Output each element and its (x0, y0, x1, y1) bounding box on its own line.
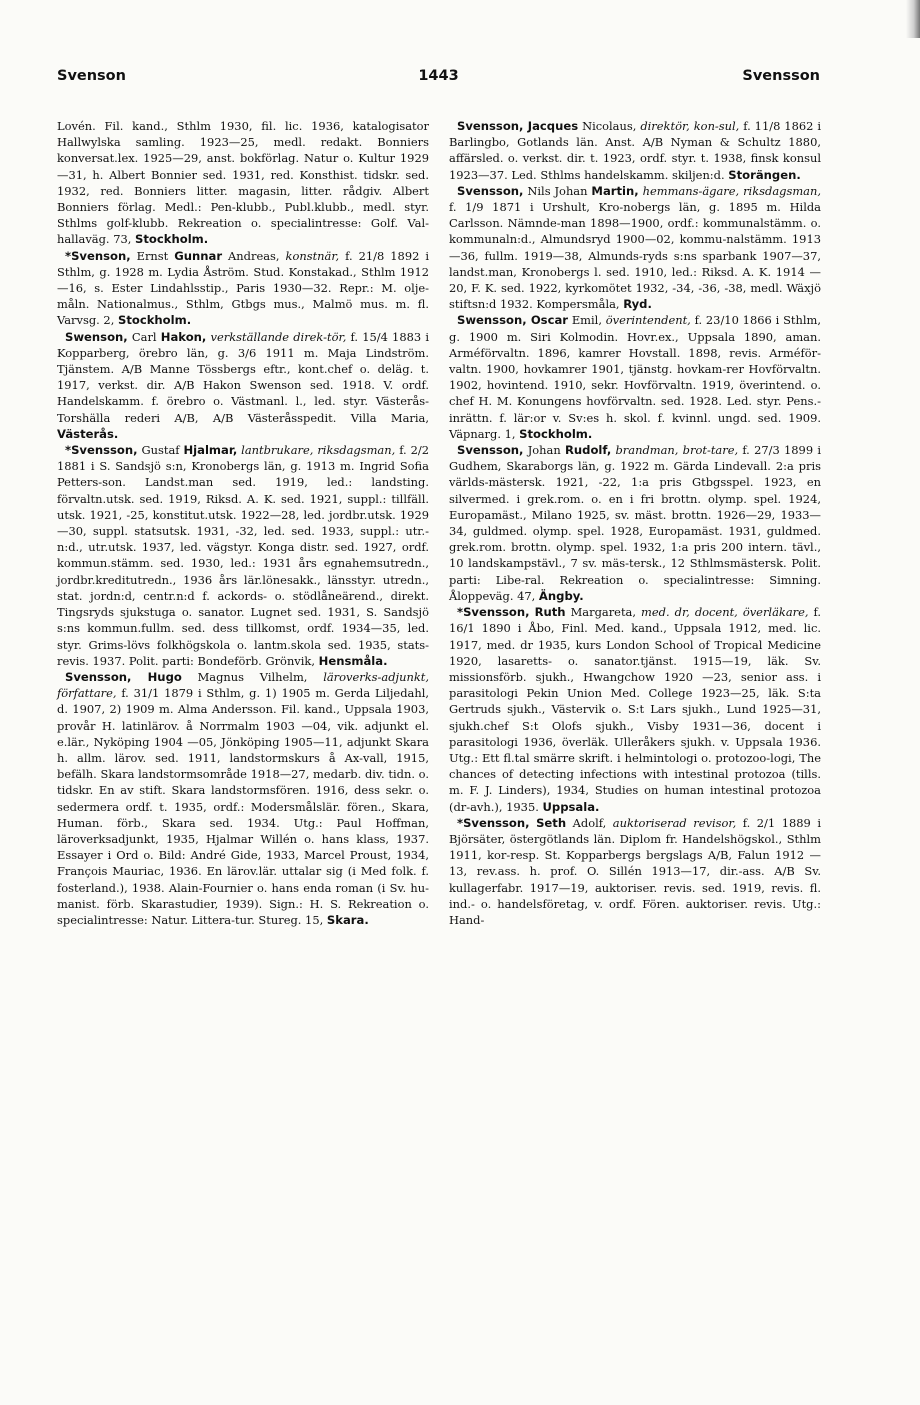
entry-surname: Swenson, (65, 329, 128, 344)
entry-callname: Rudolf, (564, 443, 612, 458)
entry-callname: Martin, (591, 183, 639, 198)
right-column (449, 118, 821, 928)
entry-place: Ängby. (538, 588, 584, 603)
entry-hjalmar-svensson: *Svensson, Gustaf Hjalmar, lantbrukare, riksdagsman, f. 2/2 1881 i S. Sandsjö s:n, Kronobergs län, g. 1913 m. Ingrid Sofia Petters-son. Landst.man sed. 1919, led.: landsting. förvaltn.utsk. sed. 1919, Riksd. A. K. sed. 1921, suppl.: tillfäll. utsk. 1921, -25, konstitut.utsk. 1922—28, led. jordbr.utsk. 1929—30, suppl. statsutsk. 1931, -32, led. sed. 1933, suppl.: utr.-n:d., utr.utsk. 1937, led. vägstyr. Konga distr. sed. 1927, ordf. kommun.stämm. sed. 1930, led.: 1931 års egnahemsutredn., jordbr.kreditutredn., 1936 års lär.lönesakk., länsstyr. utredn., stat. jordn:d, centr.n:d f. ackords- o. stödlåneärend., direkt. Tingsryds sjukstuga o. sanator. Lugnet sed. 1931, S. Sandsjö s:ns kommun.fullm. sed. dess tillkomst, ordf. 1934—35, led. styr. Grims-lövs folkhögskola o. lantm.skola sed. 1935, stats-revis. 1937. Polit. parti: Bondeförb. Grönvik, Hensmåla. (57, 443, 429, 668)
entry-surname: Swensson, Oscar (457, 313, 568, 328)
entry-title: med. dr, docent, överläkare, (641, 605, 809, 620)
entry-surname: Svensson, (463, 605, 530, 620)
entry-body: f. 16/1 1890 i Åbo, Finl. Med. kand., Uppsala 1912, med. lic. 1917, med. dr 1935, kurs London School of Tropical Medicine 1920, lasaretts- o. sanator.tjänst. 1915—19, läk. Sv. missionsförb. sjukh., Hwangchow 1920 —23, senior ass. i parasitologi Pekin Union Med. College 1923—25, läk. S:ta Gertruds sjukh., Västervik o. S:t Lars sjukh., Lund 1925—31, sjukh.chef S:t Olofs sjukh., Visby 1931—36, docent i parasitologi 1936, överläk. Ulleråkers sjukh. v. Uppsala 1936. Utg.: Ett fl.tal smärre skrift. i helmintologi o. protozoo-logi, The chances of detecting infections with intestinal protozoa (tills. m. F. J. Linders), 1934, Studies on human intestinal protozoa (dr-avh.), 1935. (449, 605, 822, 814)
entry-title: verkställande direk-tör, (206, 329, 347, 344)
entry-callname: Gunnar (174, 248, 223, 263)
entry-jacques-svensson: Svensson, Jacques Nicolaus, direktör, kon-sul, f. 11/8 1862 i Barlingbo, Gotlands län. Anst. A/B Nyman & Schultz 1880, affärsled. o. verkst. dir. t. 1923, ordf. styr. t. 1938, finsk konsul 1923—37. Led. Sthlms handelskamm. skiljen:d. Storängen. (449, 119, 822, 182)
entry-continuation: Lovén. Fil. kand., Sthlm 1930, fil. lic. 1936, katalogisator Hallwylska samling. 1923—25, medl. redakt. Bonniers konversat.lex. 1925—29, anst. bokförlag. Natur o. Kultur 1929—31, h. Albert Bonnier sed. 1931, red. Konsthist. tidskr. sed. 1932, red. Bonniers litter. magasin, litter. rådgiv. Albert Bonniers förlag. Medl.: Pen-klubb., Publ.klubb., medl. styr. Sthlms golf-klubb. Rekreation o. specialintresse: Golf. Val-hallaväg. 73, Stockholm. (57, 119, 429, 247)
entry-star: * (457, 815, 464, 830)
entry-surname: Svensson, (463, 815, 530, 830)
entry-place: Stockholm. (519, 426, 593, 441)
entry-body: f. 27/3 1899 i Gudhem, Skaraborgs län, g. 1922 m. Gärda Lindevall. 2:a pris världs-mästersk. 1921, -22, 1:a pris Gtbgsspel. 1923, en silvermed. i grek.rom. o. en i fri brottn. olymp. spel. 1924, Europamäst., Milano 1925, sv. mäst. brottn. 1926—29, 1933—34, guldmed. olymp. spel. 1928, Europamäst. 1931, guldmed. grek.rom. brottn. olymp. spel. 1932, 1:a pris 200 intern. tävl., 10 landskampstävl., 7 sv. mäs-tersk., 12 Sthlmsmästersk. Polit. parti: Libe-ral. Rekreation o. specialintresse: Simning. Åloppeväg. 47, (449, 443, 822, 603)
entry-title: överintendent, (605, 313, 691, 328)
entry-seth-svensson: *Svensson, Seth Adolf, auktoriserad revisor, f. 2/1 1889 i Björsäter, östergötlands län. Diplom fr. Handelshögskol., Sthlm 1911, kor-resp. St. Kopparbergs bergslags A/B, Falun 1912 —13, rev.ass. h. prof. O. Sillén 1913—17, dir.-ass. A/B Sv. kullagerfabr. 1917—19, auktoriser. revis. sed. 1919, revis. fl. ind.- o. handelsföretag, v. ordf. Fören. auktoriser. revis. Utg.: Hand- (449, 815, 822, 927)
entry-body: f. 1/9 1871 i Urshult, Kro-nobergs län, g. 1895 m. Hilda Carlsson. Nämnde-man 1898—1900, ordf.: kommunalstämm. o. kommunaln:d., Almundsryd 1900—02, kommu-nalstämm. 1913—36, fullm. 1919—38, Almunds-ryds s:ns sparbank 1907—37, landst.man, Kronobergs l. sed. 1910, led.: Riksd. A. K. 1914 —20, F. K. sed. 1922, kyrkomötet 1932, -34, -36, -38, medl. Wäxjö stiftsn:d 1932. Kompersmåla, (449, 200, 821, 312)
entry-star: * (457, 605, 464, 620)
entry-martin-svensson: Svensson, Nils Johan Martin, hemmans-ägare, riksdagsman, f. 1/9 1871 i Urshult, Kro-nobergs län, g. 1895 m. Hilda Carlsson. Nämnde-man 1898—1900, ordf.: kommunalstämm. o. kommunaln:d., Almundsryd 1900—02, kommu-nalstämm. 1913—36, fullm. 1919—38, Almunds-ryds s:ns sparbank 1907—37, landst.man, Kronobergs l. sed. 1910, led.: Riksd. A. K. 1914 —20, F. K. sed. 1922, kyrkomötet 1932, -34, -36, -38, medl. Wäxjö stiftsn:d 1932. Kompersmåla, Ryd. (449, 183, 821, 312)
entry-surname: Svensson, Jacques (457, 119, 579, 133)
entry-body: f. 15/4 1883 i Kopparberg, örebro län, g. 3/6 1911 m. Maja Lindström. Tjänstem. A/B Manne Tössbergs eftr., kont.chef o. deläg. t. 1917, verkst. dir. A/B Hakon Swenson sed. 1918. V. ordf. Handelskamm. f. örebro o. Västmanl. l., led. styr. Västerås-Torshälla rederi A/B, A/B Västeråsspedit. Villa Maria, (57, 329, 430, 425)
entry-place: Hensmåla. (318, 653, 388, 668)
header-right-name: Svensson (742, 68, 820, 84)
entry-body: f. 2/2 1881 i S. Sandsjö s:n, Kronobergs län, g. 1913 m. Ingrid Sofia Petters-son. Landst.man sed. 1919, led.: landsting. förvaltn.utsk. sed. 1919, Riksd. A. K. sed. 1921, suppl.: tillfäll. utsk. 1921, -25, konstitut.utsk. 1922—28, led. jordbr.utsk. 1929—30, suppl. statsutsk. 1931, -32, led. sed. 1933, suppl.: utr.-n:d., utr.utsk. 1937, led. vägstyr. Konga distr. sed. 1927, ordf. kommun.stämm. sed. 1930, led.: 1931 års egnahemsutredn., jordbr.kreditutredn., 1936 års lär.lönesakk., länsstyr. utredn., stat. jordn:d, centr.n:d f. ackords- o. stödlåneärend., direkt. Tingsryds sjukstuga o. sanator. Lugnet sed. 1931, S. Sandsjö s:ns kommun.fullm. sed. dess tillkomst, ordf. 1934—35, led. styr. Grims-lövs folkhögskola o. lantm.skola sed. 1935, stats-revis. 1937. Polit. parti: Bondeförb. Grönvik, (57, 443, 429, 668)
entry-place: Ryd. (623, 297, 652, 312)
entry-title: läroverks-adjunkt, författare, (57, 669, 429, 701)
entry-ruth-svensson: *Svensson, Ruth Margareta, med. dr, docent, överläkare, f. 16/1 1890 i Åbo, Finl. Med. kand., Uppsala 1912, med. lic. 1917, med. dr 1935, kurs London School of Tropical Medicine 1920, lasaretts- o. sanator.tjänst. 1915—19, läk. Sv. missionsförb. sjukh., Hwangchow 1920 —23, senior ass. i parasitologi Pekin Union Med. College 1923—25, läk. S:ta Gertruds sjukh., Västervik o. S:t Lars sjukh., Lund 1925—31, sjukh.chef S:t Olofs sjukh., Visby 1931—36, docent i parasitologi 1936, överläk. Ulleråkers sjukh. v. Uppsala 1936. Utg.: Ett fl.tal smärre skrift. i helmintologi o. protozoo-logi, The chances of detecting infections with intestinal protozoa (tills. m. F. J. Linders), 1934, Studies on human intestinal protozoa (dr-avh.), 1935. Uppsala. (449, 605, 822, 814)
entry-place: Uppsala. (542, 799, 600, 814)
page-number: 1443 (418, 68, 459, 84)
entry-callname: Ruth (534, 605, 566, 620)
scan-edge (906, 0, 920, 38)
entry-body: f. 31/1 1879 i Sthlm, g. 1) 1905 m. Gerda Liljedahl, d. 1907, 2) 1909 m. Alma Andersson. Fil. kand., Uppsala 1903, provår H. latinlärov. å Norrmalm 1903 —04, vik. adjunkt el. e.lär., Nyköping 1904 —05, Jönköping 1905—11, adjunkt Skara h. allm. lärov. sed. 1911, landstormskurs å Ax-vall, 1915, befälh. Skara landstormsområde 1918—27, medarb. div. tidn. o. tidskr. En av stift. Skara landstormsfören. 1916, dess sekr. o. sedermera ordf. t. 1935, ordf.: Modersmålslär. fören., Skara, Human. förb., Skara sed. 1934. Utg.: Paul Hoffman, läroverksadjunkt, 1935, Hjalmar Willén o. hans klass, 1937. Essayer i Ord o. Bild: André Gide, 1933, Marcel Proust, 1934, François Mauriac, 1936. En lärov.lär. uttalar sig (i Med folk. f. fosterland.), 1938. Alain-Fournier o. hans enda roman (i Sv. hu-manist. förb. Skarastudier, 1939). Sign.: H. S. Rekreation o. specialintresse: Natur. Littera-tur. Stureg. 15, (57, 686, 429, 927)
entry-surname: Svensson, (457, 183, 524, 198)
entry-hugo-svensson: Svensson, Hugo Magnus Vilhelm, läroverks-adjunkt, författare, f. 31/1 1879 i Sthlm, g. 1) 1905 m. Gerda Liljedahl, d. 1907, 2) 1909 m. Alma Andersson. Fil. kand., Uppsala 1903, provår H. latinlärov. å Norrmalm 1903 —04, vik. adjunkt el. e.lär., Nyköping 1904 —05, Jönköping 1905—11, adjunkt Skara h. allm. lärov. sed. 1911, landstormskurs å Ax-vall, 1915, befälh. Skara landstormsområde 1918—27, medarb. div. tidn. o. tidskr. En av stift. Skara landstormsfören. 1916, dess sekr. o. sedermera ordf. t. 1935, ordf.: Modersmålslär. fören., Skara, Human. förb., Skara sed. 1934. Utg.: Paul Hoffman, läroverksadjunkt, 1935, Hjalmar Willén o. hans klass, 1937. Essayer i Ord o. Bild: André Gide, 1933, Marcel Proust, 1934, François Mauriac, 1936. En lärov.lär. uttalar sig (i Med folk. f. fosterland.), 1938. Alain-Fournier o. hans enda roman (i Sv. hu-manist. förb. Skarastudier, 1939). Sign.: H. S. Rekreation o. specialintresse: Natur. Littera-tur. Stureg. 15, Skara. (57, 669, 429, 927)
entry-place: Stockholm. (135, 232, 209, 247)
entry-star: * (65, 443, 72, 458)
entry-title: konstnär, (285, 248, 340, 263)
entry-title: auktoriserad revisor, (612, 815, 737, 830)
entry-body: f. 11/8 1862 i Barlingbo, Gotlands län. Anst. A/B Nyman & Schultz 1880, affärsled. o. verkst. dir. t. 1923, ordf. styr. t. 1938, finsk konsul 1923—37. Led. Sthlms handelskamm. skiljen:d. (449, 119, 822, 182)
entry-body: f. 21/8 1892 i Sthlm, g. 1928 m. Lydia Åström. Stud. Konstakad., Sthlm 1912—16, s. Ester Lindahlsstip., Paris 1930—32. Repr.: M. olje-måln. Nationalmus., Sthlm, Gtbgs mus., Malmö mus. m. fl. Varvsg. 2, (57, 248, 429, 328)
entry-body: f. 2/1 1889 i Björsäter, östergötlands län. Diplom fr. Handelshögskol., Sthlm 1911, kor-resp. St. Kopparbergs bergslags A/B, Falun 1912 —13, rev.ass. h. prof. O. Sillén 1913—17, dir.-ass. A/B Sv. kullagerfabr. 1917—19, auktoriser. revis. sed. 1919, revis. fl. ind.- o. handelsföretag, v. ordf. Fören. auktoriser. revis. Utg.: Hand- (449, 815, 822, 927)
entry-body: f. 23/10 1866 i Sthlm, g. 1900 m. Siri Kolmodin. Hovr.ex., Uppsala 1890, aman. Arméförvaltn. 1896, kamrer Hovstall. 1898, revis. Arméför-valtn. 1900, hovkamrer 1901, tjänstg. hovkam-rer Hovförvaltn. 1902, hovintend. 1910, sekr. Hovförvaltn. 1919, överintend. o. chef H. M. Konungens hovförvaltn. sed. 1928. Led. styr. Pens.-inrättn. f. lär:or v. Sv:es h. skol. f. kvinnl. ungd. sed. 1909. Väpnarg. 1, (449, 313, 822, 441)
entry-title: hemmans-ägare, riksdagsman, (638, 183, 821, 198)
entry-surname: Svensson, Hugo (65, 669, 182, 684)
entry-place: Skara. (326, 912, 369, 927)
entry-hakon-swenson: Swenson, Carl Hakon, verkställande direk-tör, f. 15/4 1883 i Kopparberg, örebro län, g. 3/6 1911 m. Maja Lindström. Tjänstem. A/B Manne Tössbergs eftr., kont.chef o. deläg. t. 1917, verkst. dir. A/B Hakon Swenson sed. 1918. V. ordf. Handelskamm. f. örebro o. Västmanl. l., led. styr. Västerås-Torshälla rederi A/B, A/B Västeråsspedit. Villa Maria, Västerås. (57, 329, 430, 441)
entry-place: Storängen. (728, 167, 801, 182)
left-column (57, 118, 429, 928)
entry-oscar-swensson: Swensson, Oscar Emil, överintendent, f. 23/10 1866 i Sthlm, g. 1900 m. Siri Kolmodin. Hovr.ex., Uppsala 1890, aman. Arméförvaltn. 1896, kamrer Hovstall. 1898, revis. Arméför-valtn. 1900, hovkamrer 1901, tjänstg. hovkam-rer Hovförvaltn. 1902, hovintend. 1910, sekr. Hovförvaltn. 1919, överintend. o. chef H. M. Konungens hovförvaltn. sed. 1928. Led. styr. Pens.-inrättn. f. lär:or v. Sv:es h. skol. f. kvinnl. ungd. sed. 1909. Väpnarg. 1, Stockholm. (449, 313, 822, 441)
entry-star: * (65, 248, 72, 263)
running-header (57, 68, 820, 92)
entry-place: Västerås. (57, 426, 119, 441)
entry-callname: Seth (536, 815, 567, 830)
entry-surname: Svensson, (71, 443, 138, 458)
entry-place: Stockholm. (117, 313, 192, 328)
entry-callname: Hakon, (160, 329, 207, 344)
header-left-name: Svenson (57, 68, 126, 84)
entry-title: lantbrukare, riksdagsman, (237, 443, 396, 458)
entry-surname: Svensson, (457, 443, 524, 458)
entry-title: brandman, brot-tare, (611, 443, 739, 458)
entry-surname: Svenson, (71, 248, 131, 263)
entry-callname: Hjalmar, (183, 443, 238, 458)
entry-title: direktör, kon-sul, (640, 119, 740, 133)
entry-gunnar-svenson: *Svenson, Ernst Gunnar Andreas, konstnär, f. 21/8 1892 i Sthlm, g. 1928 m. Lydia Åström. Stud. Konstakad., Sthlm 1912—16, s. Ester Lindahlsstip., Paris 1930—32. Repr.: M. olje-måln. Nationalmus., Sthlm, Gtbgs mus., Malmö mus. m. fl. Varvsg. 2, Stockholm. (57, 248, 429, 328)
entry-rudolf-svensson: Svensson, Johan Rudolf, brandman, brot-tare, f. 27/3 1899 i Gudhem, Skaraborgs län, g. 1922 m. Gärda Lindevall. 2:a pris världs-mästersk. 1921, -22, 1:a pris Gtbgsspel. 1923, en silvermed. i grek.rom. o. en i fri brottn. olymp. spel. 1924, Europamäst., Milano 1925, sv. mäst. brottn. 1926—29, 1933—34, guldmed. olymp. spel. 1928, Europamäst. 1931, guldmed. grek.rom. brottn. olymp. spel. 1932, 1:a pris 200 intern. tävl., 10 landskampstävl., 7 sv. mäs-tersk., 12 Sthlmsmästersk. Polit. parti: Libe-ral. Rekreation o. specialintresse: Simning. Åloppeväg. 47, Ängby. (449, 443, 822, 603)
